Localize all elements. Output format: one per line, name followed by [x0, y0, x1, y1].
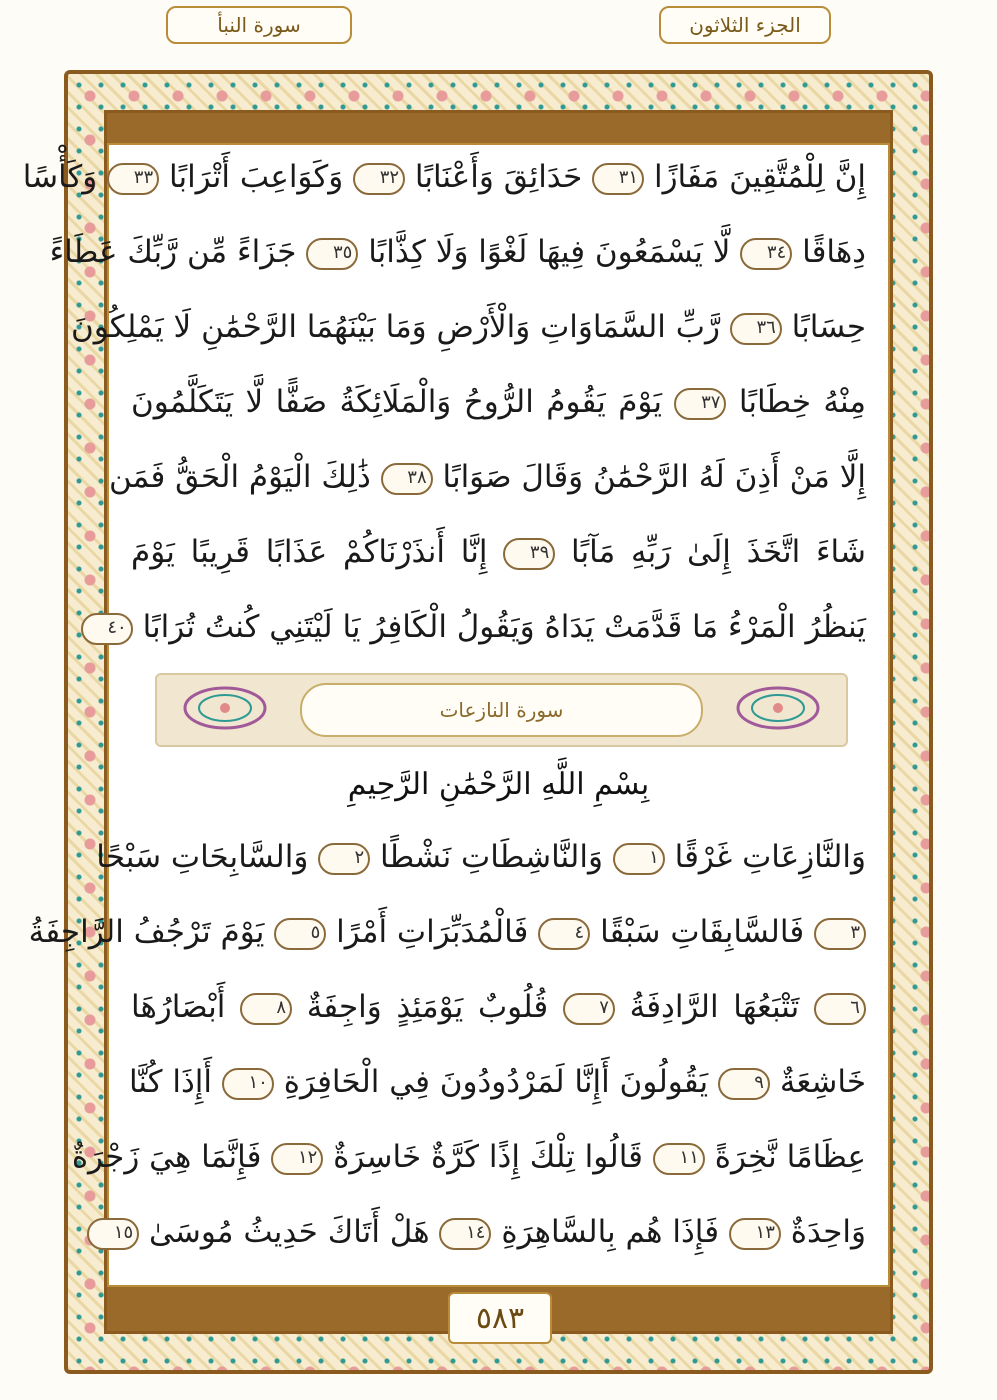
ayah-marker: ٢: [318, 843, 370, 875]
ayah-marker: ١٠: [222, 1068, 274, 1100]
page-number-label: ٥٨٣: [475, 1300, 525, 1336]
verse-text: يَوْمَ تَرْجُفُ الرَّاجِفَةُ: [28, 914, 265, 950]
text-line: [113, 1202, 866, 1262]
ayah-marker: ٧: [563, 993, 615, 1025]
verse-text: فَإِذَا هُم بِالسَّاهِرَةِ: [501, 1214, 720, 1250]
text-line: [131, 522, 866, 582]
verse-text: شَاءَ اتَّخَذَ إِلَىٰ رَبِّهِ مَآبًا: [571, 534, 866, 570]
verse-text: يَنظُرُ الْمَرْءُ مَا قَدَّمَتْ يَدَاهُ وَيَقُولُ الْكَافِرُ يَا لَيْتَنِي كُنتُ تُرَابًا: [142, 609, 866, 645]
verse-text: حِسَابًا: [791, 309, 866, 345]
ayah-marker: ٨: [240, 993, 292, 1025]
verse-text: أَبْصَارُهَا: [131, 989, 226, 1025]
verse-text: دِهَاقًا: [802, 234, 866, 270]
verse-text: هَلْ أَتَاكَ حَدِيثُ مُوسَىٰ: [149, 1214, 430, 1250]
verse-text: تَتْبَعُهَا الرَّادِفَةُ: [629, 989, 800, 1025]
verse-text: وَالسَّابِحَاتِ سَبْحًا: [96, 839, 309, 875]
text-line: [96, 827, 866, 887]
juz-label: الجزء الثلاثون: [689, 13, 801, 37]
ayah-marker: ٥: [274, 918, 326, 950]
verse-text: أَإِذَا كُنَّا: [128, 1064, 212, 1100]
verse-text: يَوْمَ يَقُومُ الرُّوحُ وَالْمَلَائِكَةُ صَفًّا لَّا يَتَكَلَّمُونَ: [131, 384, 663, 420]
surah-banner: [155, 673, 848, 747]
verse-text: جَزَاءً مِّن رَّبِّكَ عَطَاءً: [49, 234, 297, 270]
verse-text: إِلَّا مَنْ أَذِنَ لَهُ الرَّحْمَٰنُ وَقَالَ صَوَابًا: [442, 459, 866, 495]
ayah-marker: ٣٢: [353, 163, 405, 195]
ayah-marker: ١: [613, 843, 665, 875]
verse-text: فَالسَّابِقَاتِ سَبْقًا: [600, 914, 805, 950]
ayah-marker: ٣٥: [306, 238, 358, 270]
text-line: [108, 447, 866, 507]
text-line: [22, 147, 866, 207]
ayah-marker: ٣٩: [503, 538, 555, 570]
quran-text-area: [22, 143, 890, 1287]
verse-text: فَإِنَّمَا هِيَ زَجْرَةٌ: [71, 1139, 262, 1175]
ayah-marker: ٣٧: [674, 388, 726, 420]
verse-text: مِنْهُ خِطَابًا: [738, 384, 866, 420]
ayah-marker: ١٥: [87, 1218, 139, 1250]
ayah-marker: ٣٨: [381, 463, 433, 495]
ayah-marker: ٣: [814, 918, 866, 950]
text-line: [128, 1052, 866, 1112]
banner-ornament-right: [730, 683, 826, 733]
verse-text: وَالنَّاشِطَاتِ نَشْطًا: [380, 839, 603, 875]
verse-text: إِنَّ لِلْمُتَّقِينَ مَفَازًا: [653, 159, 866, 195]
surah-header: [166, 6, 352, 44]
text-line: [131, 372, 866, 432]
ayah-marker: ٤: [538, 918, 590, 950]
ayah-marker: ١٤: [439, 1218, 491, 1250]
surah-title-box: [300, 683, 703, 737]
surah-title: سورة النازعات: [439, 698, 564, 722]
text-line: [70, 297, 866, 357]
ayah-marker: ٣١: [592, 163, 644, 195]
ayah-marker: ٣٦: [730, 313, 782, 345]
ayah-marker: ١١: [653, 1143, 705, 1175]
text-line: [107, 597, 866, 657]
text-line: [131, 977, 866, 1037]
text-line: [71, 1127, 866, 1187]
ayah-marker: ١٣: [729, 1218, 781, 1250]
ayah-marker: ١٢: [271, 1143, 323, 1175]
verse-text: لَّا يَسْمَعُونَ فِيهَا لَغْوًا وَلَا كِذَّابًا: [368, 234, 731, 270]
surah-label: سورة النبأ: [217, 13, 301, 37]
verse-text: قَالُوا تِلْكَ إِذًا كَرَّةٌ خَاسِرَةٌ: [333, 1139, 644, 1175]
verse-text: خَاشِعَةٌ: [779, 1064, 866, 1100]
banner-ornament-left: [177, 683, 273, 733]
ayah-marker: ٣٤: [740, 238, 792, 270]
text-line: [49, 222, 866, 282]
verse-text: حَدَائِقَ وَأَعْنَابًا: [414, 159, 583, 195]
verse-text: إِنَّا أَنذَرْنَاكُمْ عَذَابًا قَرِيبًا يَوْمَ: [131, 534, 488, 570]
juz-header: [659, 6, 831, 44]
verse-text: قُلُوبٌ يَوْمَئِذٍ وَاجِفَةٌ: [306, 989, 549, 1025]
text-line: [28, 902, 866, 962]
verse-text: رَّبِّ السَّمَاوَاتِ وَالْأَرْضِ وَمَا بَيْنَهُمَا الرَّحْمَٰنِ لَا يَمْلِكُونَ: [70, 309, 720, 345]
basmala: بِسْمِ اللَّهِ الرَّحْمَٰنِ الرَّحِيمِ: [347, 767, 650, 802]
verse-text: وَكَوَاعِبَ أَتْرَابًا: [169, 159, 344, 195]
page-number: [448, 1292, 552, 1344]
verse-text: فَالْمُدَبِّرَاتِ أَمْرًا: [336, 914, 529, 950]
verse-text: ذَٰلِكَ الْيَوْمُ الْحَقُّ فَمَن: [108, 459, 371, 495]
ayah-marker: ٤٠: [81, 613, 133, 645]
ayah-marker: ٣٣: [107, 163, 159, 195]
verse-text: عِظَامًا نَّخِرَةً: [714, 1139, 866, 1175]
verse-text: يَقُولُونَ أَإِنَّا لَمَرْدُودُونَ فِي الْحَافِرَةِ: [283, 1064, 709, 1100]
ayah-marker: ٦: [814, 993, 866, 1025]
ayah-marker: ٩: [718, 1068, 770, 1100]
verse-text: وَاحِدَةٌ: [790, 1214, 866, 1250]
verse-text: وَالنَّازِعَاتِ غَرْقًا: [674, 839, 866, 875]
verse-text: وَكَأْسًا: [22, 159, 98, 195]
